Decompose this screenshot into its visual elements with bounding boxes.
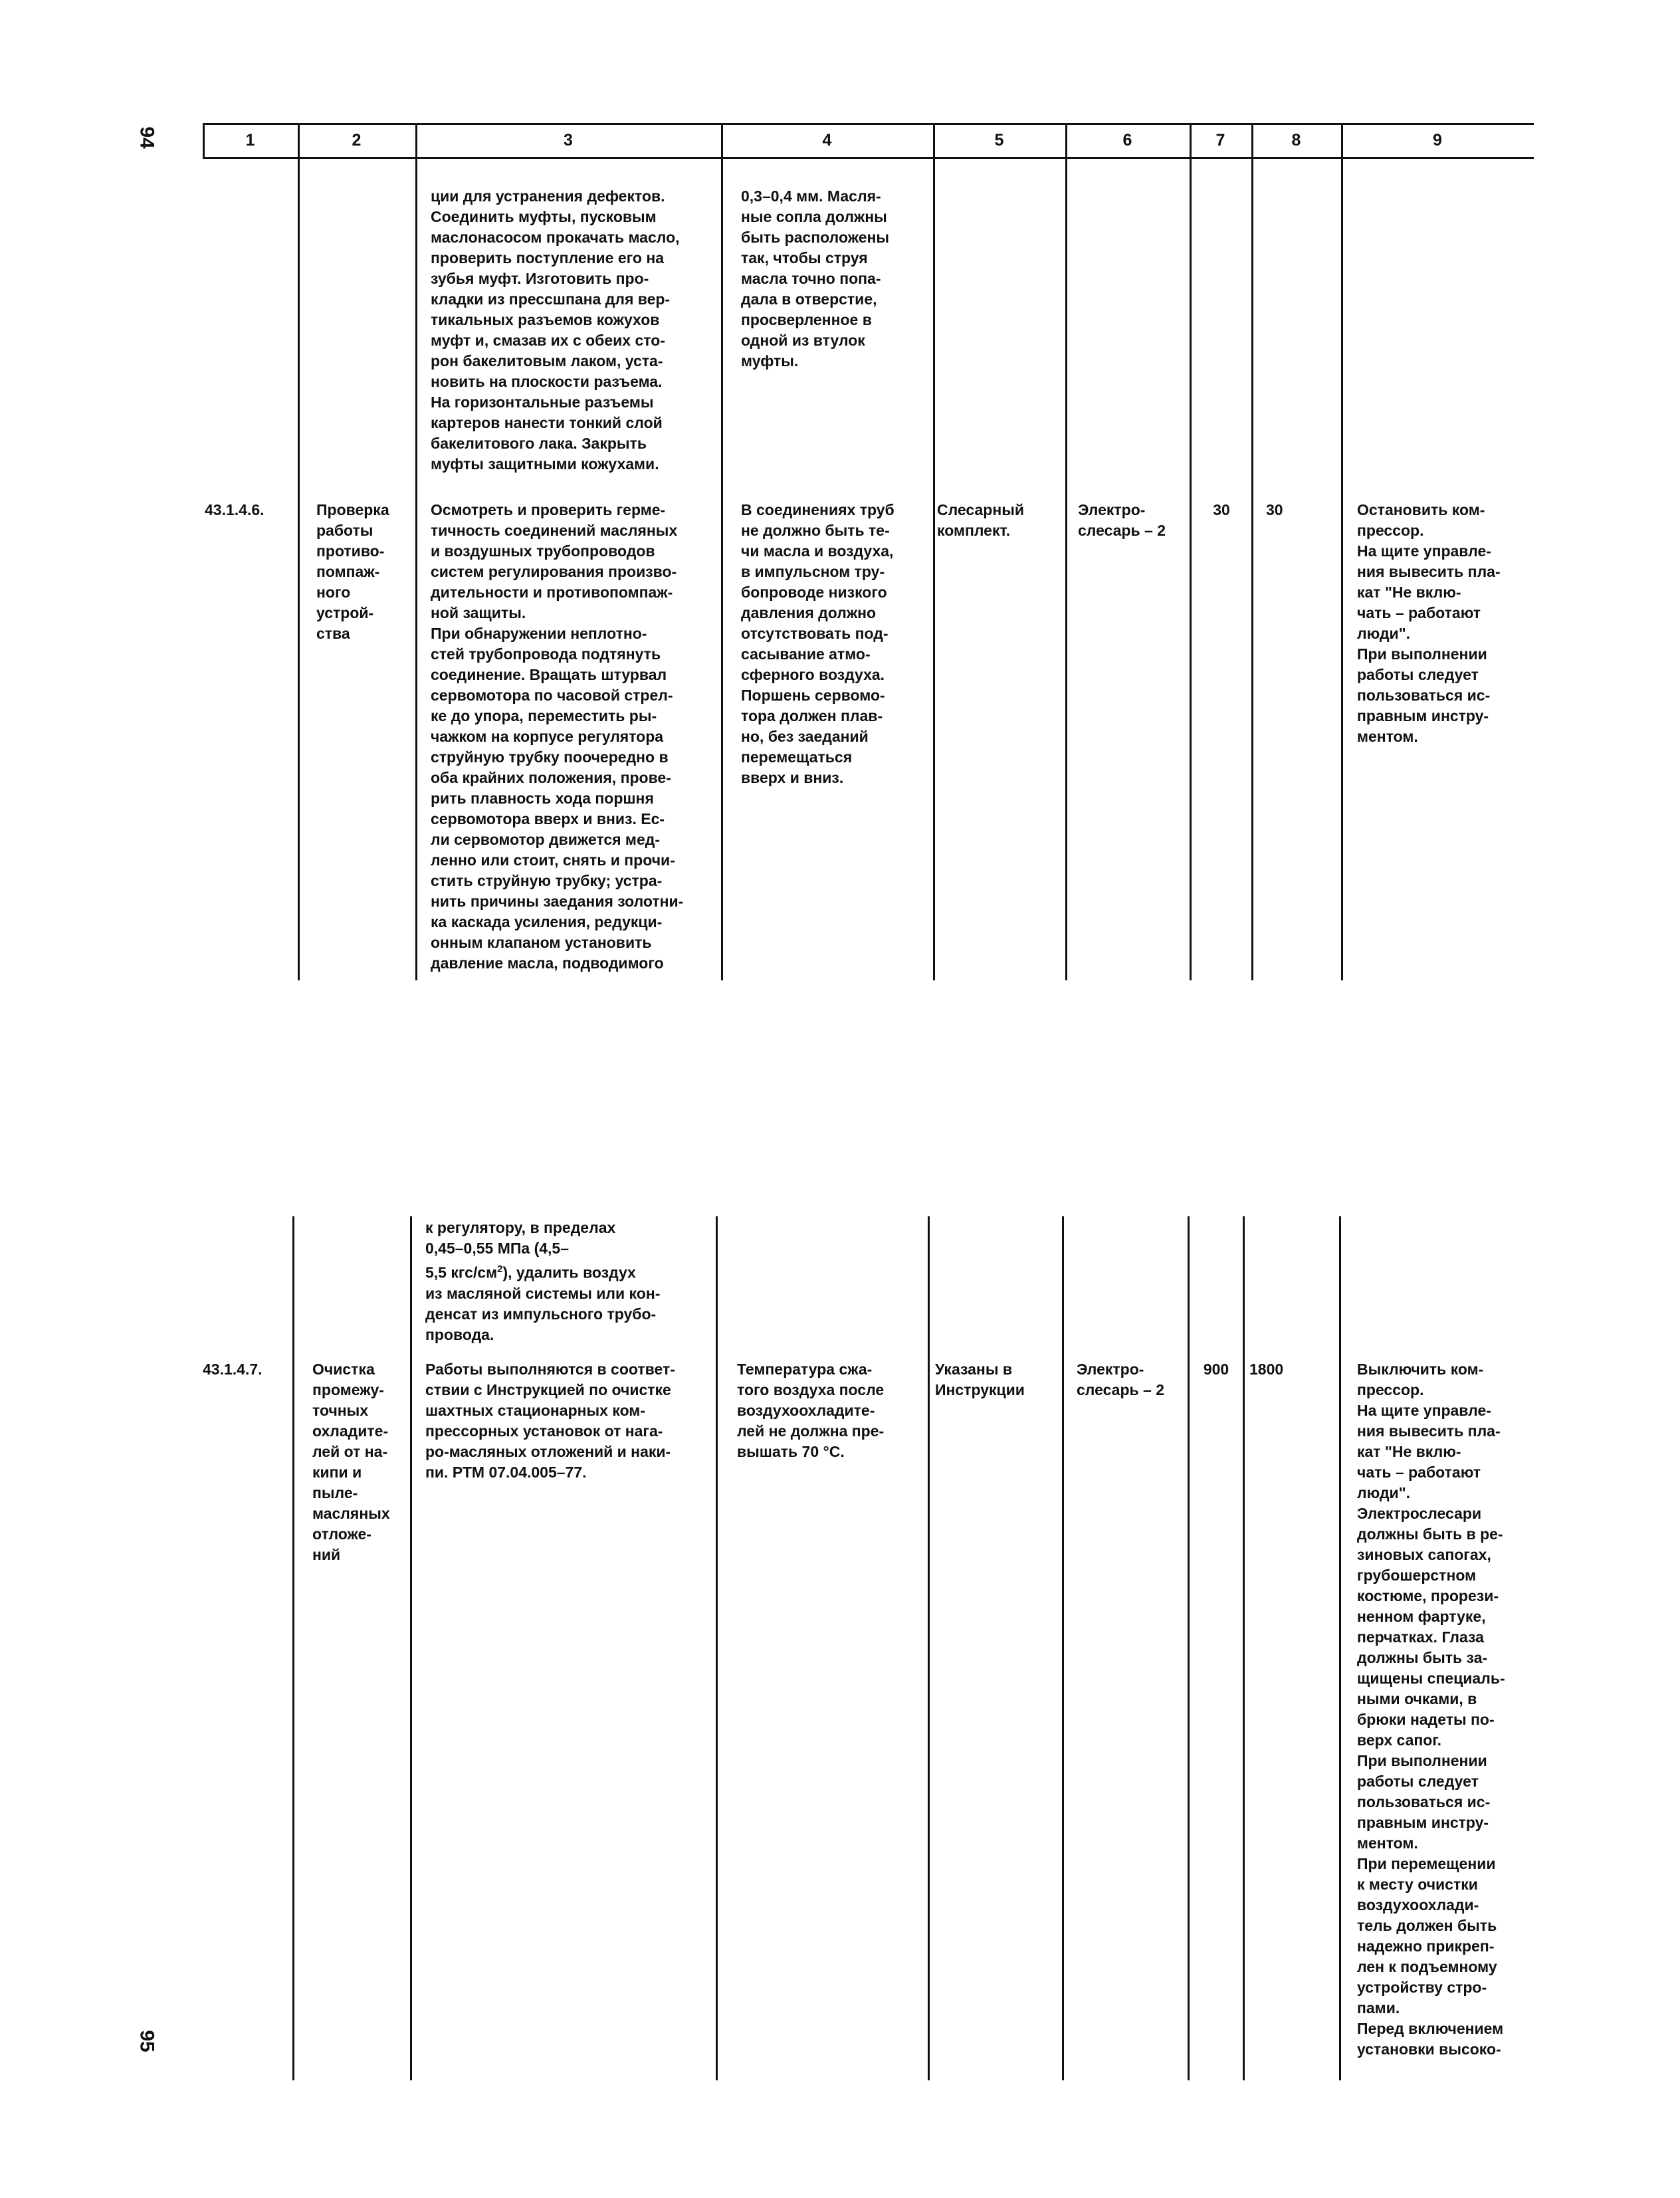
work-content: Работы выполняются в соответ- ствии с Инструкцией по очистке шахтных стационарных ком- прессорных установок от нага- ро-масляных отложений и наки- пи. РТМ 07.04.005–77. xyxy=(425,1361,675,1481)
work-name: Очистка промежу- точных охладите- лей от на- кипи и пыле- масляных отложе- ний xyxy=(312,1361,390,1563)
work-name: Проверка работы противо- помпаж- ного устрой- ства xyxy=(316,501,389,642)
continued-work-part-a: к регулятору, в пределах 0,45–0,55 МПа (4,5– 5,5 кгс/см xyxy=(425,1219,616,1281)
col8-value: 30 xyxy=(1266,501,1283,518)
work-content: Осмотреть и проверить герме- тичность соединений масляных и воздушных трубопроводов систем регулирования произво- дительности и противопомпаж- ной защиты. При обнаружении неплотно- стей трубопровода подтянуть соединение. Вращать штурвал сервомотора по часовой стрел- ке до упора, переместить ры- чажком на корпусе регулятора струйную трубку поочередно в оба крайних положения, прове- рить плавность хода поршня сервомотора вверх и вниз. Ес- ли сервомотор движется мед- ленно или стоит, снять и прочи- стить струйную трубку; устра- нить причины заедания золотни- ка каскада усиления, редукци- онным клапаном установить давление масла, подводимого xyxy=(431,501,684,972)
technical-requirements: Температура сжа- того воздуха после воздухоохладите- лей не должна пре- вышать 70 °С. xyxy=(737,1361,885,1460)
page-number-bottom: 95 xyxy=(136,2030,158,2052)
safety-measures: Остановить ком- прессор. На щите управле- ния вывесить пла- кат "Не вклю- чать – работают люди". При выполнении работы следует пользоваться ис- правным инстру- ментом. xyxy=(1357,501,1501,745)
tools: Слесарный комплект. xyxy=(937,501,1024,539)
technical-requirements: В соединениях труб не должно быть те- чи масла и воздуха, в импульсном тру- бопроводе низкого давления должно отсутствовать под- сасывание атмо- сферного воздуха. Поршень сервомо- тора должен плав- но, без заеданий перемещаться вверх и вниз. xyxy=(741,501,894,786)
continued-requirements-text: 0,3–0,4 мм. Масля- ные сопла должны быть расположены так, чтобы струя масла точно попа- дала в отверстие, просверленное в одной из втулок муфты. xyxy=(741,187,890,370)
performer: Электро- слесарь – 2 xyxy=(1078,501,1166,539)
column-border xyxy=(1065,123,1067,980)
column-border xyxy=(1243,1216,1245,2080)
col7-value: 900 xyxy=(1203,1361,1229,1378)
row-number: 43.1.4.7. xyxy=(203,1361,262,1378)
column-header: 3 xyxy=(564,131,573,150)
column-border xyxy=(928,1216,930,2080)
row-number: 43.1.4.6. xyxy=(205,501,264,518)
column-header: 2 xyxy=(352,131,362,150)
column-border xyxy=(410,1216,412,2080)
column-header: 6 xyxy=(1122,131,1132,150)
column-header: 7 xyxy=(1215,131,1225,150)
column-border xyxy=(1062,1216,1064,2080)
column-header: 9 xyxy=(1433,131,1442,150)
column-header: 5 xyxy=(994,131,1004,150)
column-border xyxy=(1188,1216,1190,2080)
continued-work-part-b: ), удалить воздух из масляной системы или кон- денсат из импульсного трубо- провода. xyxy=(425,1264,661,1343)
column-border xyxy=(298,123,300,980)
superscript: 2 xyxy=(497,1264,503,1275)
column-header: 4 xyxy=(822,131,832,150)
col8-value: 1800 xyxy=(1249,1361,1284,1378)
col7-value: 30 xyxy=(1213,501,1230,518)
page-number-top: 94 xyxy=(136,126,158,149)
continued-work-text xyxy=(425,1218,718,1345)
column-header: 8 xyxy=(1291,131,1301,150)
column-border xyxy=(292,1216,294,2080)
continued-work-text: ции для устранения дефектов. Соединить муфты, пусковым маслонасосом прокачать масло, проверить поступление его на зубья муфт. Изготовить про- кладки из прессшпана для вер- тикальных разъемов кожухов муфт и, смазав их с обеих сто- рон бакелитовым лаком, уста- новить на плоскости разъема. На горизонтальные разъемы картеров нанести тонкий слой бакелитового лака. Закрыть муфты защитными кожухами. xyxy=(431,187,680,473)
column-border xyxy=(1341,123,1343,980)
column-border xyxy=(1251,123,1253,980)
performer: Электро- слесарь – 2 xyxy=(1077,1361,1165,1398)
column-header: 1 xyxy=(245,131,255,150)
column-border xyxy=(1190,123,1192,980)
header-bottom-rule xyxy=(203,157,1534,159)
column-border xyxy=(1339,1216,1341,2080)
column-border xyxy=(716,1216,718,2080)
safety-measures: Выключить ком- прессор. На щите управле- ния вывесить пла- кат "Не вклю- чать – работают люди". Электрослесари должны быть в ре- зиновых сапогах, грубошерстном костюме, прорези- ненном фартуке, перчатках. Глаза должны быть за- щищены специаль- ными очками, в брюки надеты по- верх сапог. При выполнении работы следует пользоваться ис- правным инстру- ментом. При перемещении к месту очистки воздухоохлади- тель должен быть надежно прикреп- лен к подъемному устройству стро- пами. Перед включением установки высоко- xyxy=(1357,1361,1505,2058)
tools: Указаны в Инструкции xyxy=(935,1361,1025,1398)
